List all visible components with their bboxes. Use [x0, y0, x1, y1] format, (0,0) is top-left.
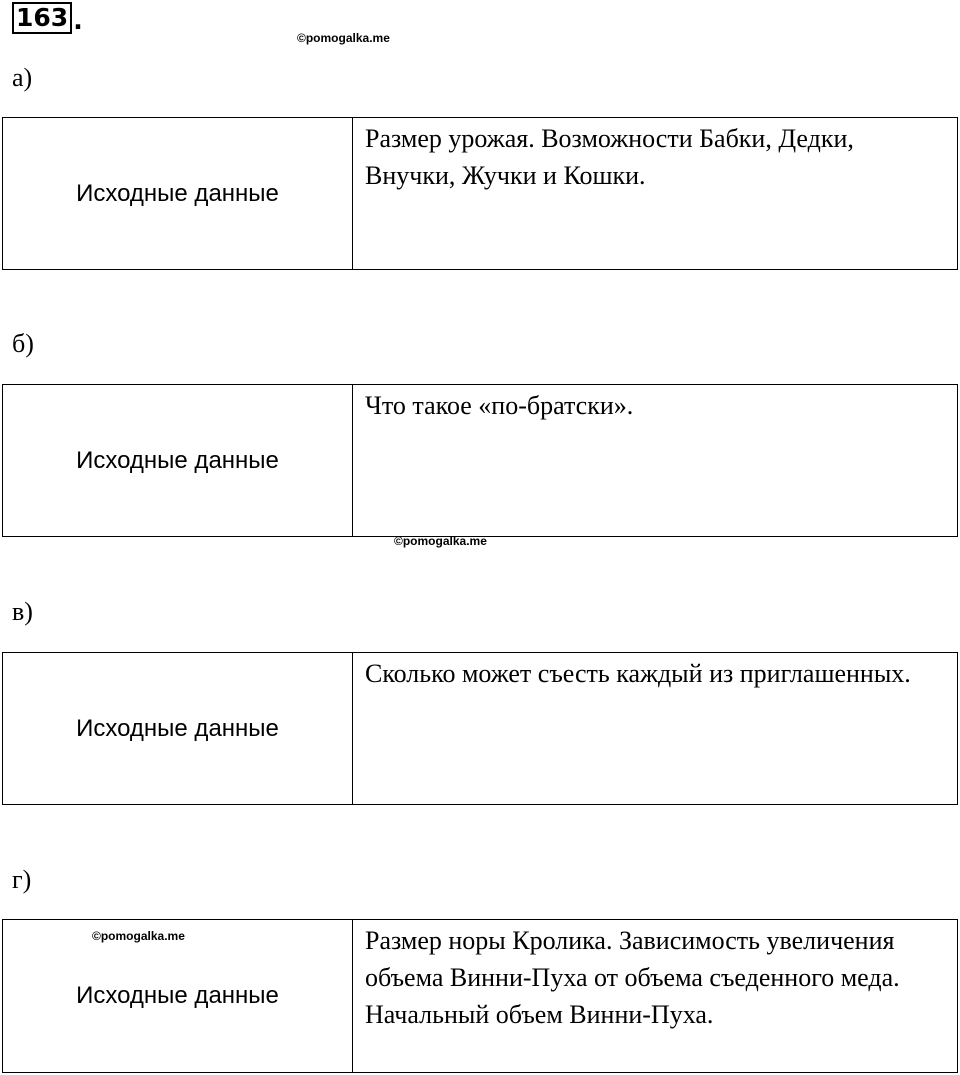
task-number-suffix: .: [73, 6, 83, 35]
input-data-value: Что такое «по-братски».: [365, 391, 634, 420]
answer-table-a: [2, 117, 958, 270]
part-label-a: а): [12, 63, 33, 92]
input-data-value: Размер урожая. Возможности Бабки, Дедки, Внучки, Жучки и Кошки.: [365, 124, 854, 190]
part-label-d: г): [12, 865, 32, 894]
input-data-value: Сколько может съесть каждый из приглашенных.: [365, 659, 911, 688]
input-data-label: Исходные данные: [3, 920, 353, 1072]
watermark: ©pomogalka.me: [92, 929, 185, 943]
watermark: ©pomogalka.me: [297, 31, 390, 45]
input-data-label: Исходные данные: [3, 118, 353, 269]
input-data-value: Размер норы Кролика. Зависимость увеличения объема Винни-Пуха от объема съеденного меда. Начальный объем Винни-Пуха.: [365, 926, 900, 1029]
answer-table-b: [2, 384, 958, 537]
watermark: ©pomogalka.me: [394, 534, 487, 548]
input-data-label: Исходные данные: [3, 385, 353, 536]
task-number-box: 163: [12, 2, 72, 34]
answer-table-c: [2, 652, 958, 805]
input-data-label: Исходные данные: [3, 653, 353, 804]
part-label-c: в): [12, 597, 33, 626]
part-label-b: б): [12, 329, 34, 358]
task-number: [12, 4, 83, 34]
